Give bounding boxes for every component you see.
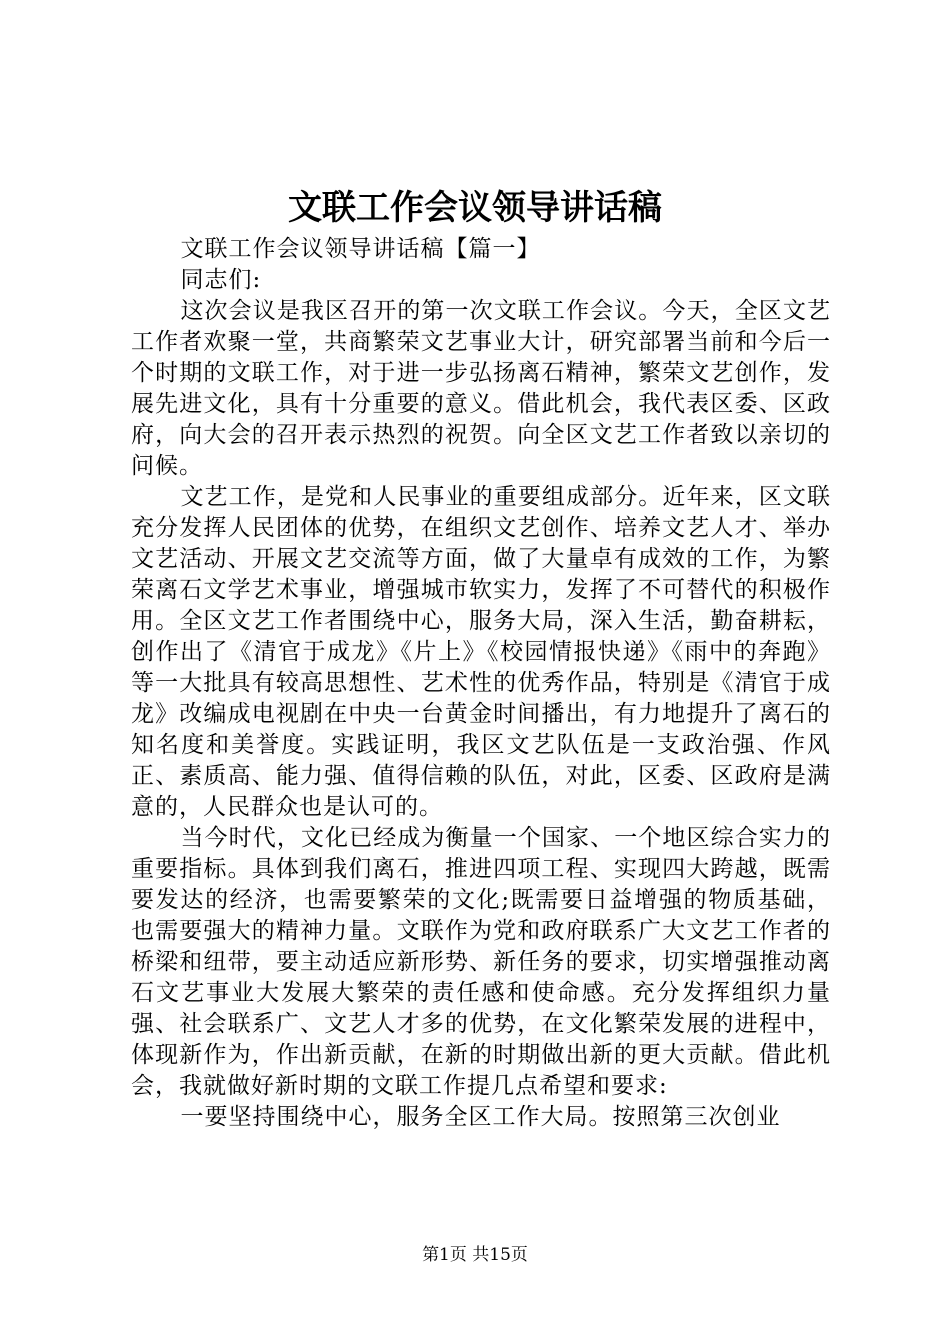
paragraph: 当今时代，文化已经成为衡量一个国家、一个地区综合实力的重要指标。具体到我们离石，推进四项工程、实现四大跨越，既需要发达的经济，也需要繁荣的文化;既需要日益增强的物质基础，也需要强大的精神力量。文联作为党和政府联系广大文艺工作者的桥梁和纽带，要主动适应新形势、新任务的要求，切实增强推动离石文艺事业大发展大繁荣的责任感和使命感。充分发挥组织力量强、社会联系广、文艺人才多的优势，在文化繁荣发展的进程中，体现新作为，作出新贡献，在新的时期做出新的更大贡献。借此机会，我就做好新时期的文联工作提几点希望和要求: <box>131 825 831 1099</box>
document-title: 文联工作会议领导讲话稿 <box>288 188 662 228</box>
document-body <box>131 234 831 1133</box>
paragraph: 文艺工作，是党和人民事业的重要组成部分。近年来，区文联充分发挥人民团体的优势，在组织文艺创作、培养文艺人才、举办文艺活动、开展文艺交流等方面，做了大量卓有成效的工作，为繁荣离石文学艺术事业，增强城市软实力，发挥了不可替代的积极作用。全区文艺工作者围绕中心，服务大局，深入生活，勤奋耕耘，创作出了《清官于成龙》《片上》《校园情报快递》《雨中的奔跑》等一大批具有较高思想性、艺术性的优秀作品，特别是《清官于成龙》改编成电视剧在中央一台黄金时间播出，有力地提升了离石的知名度和美誉度。实践证明，我区文艺队伍是一支政治强、作风正、素质高、能力强、值得信赖的队伍，对此，区委、区政府是满意的，人民群众也是认可的。 <box>131 484 831 820</box>
paragraph: 这次会议是我区召开的第一次文联工作会议。今天，全区文艺工作者欢聚一堂，共商繁荣文艺事业大计，研究部署当前和今后一个时期的文联工作，对于进一步弘扬离石精神，繁荣文艺创作，发展先进文化，具有十分重要的意义。借此机会，我代表区委、区政府，向大会的召开表示热烈的祝贺。向全区文艺工作者致以亲切的问候。 <box>131 298 831 479</box>
section-heading: 文联工作会议领导讲话稿【篇一】 <box>180 236 541 262</box>
paragraph: 一要坚持围绕中心，服务全区工作大局。按照第三次创业 <box>180 1104 781 1130</box>
page-number: 第1页 共15页 <box>422 1245 528 1265</box>
salutation: 同志们: <box>180 267 262 293</box>
